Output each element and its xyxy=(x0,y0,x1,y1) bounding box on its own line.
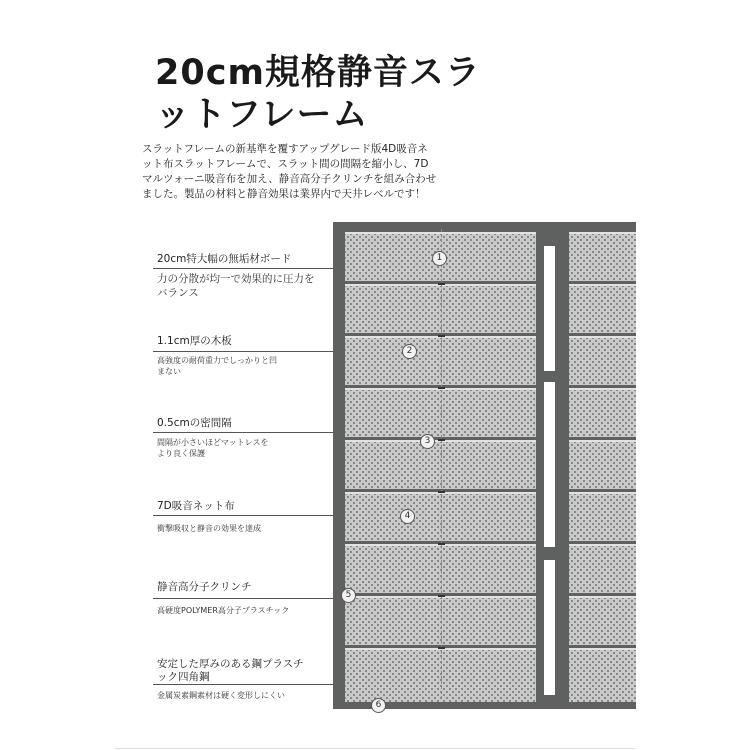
title-line-1: 20cm規格静音スラ xyxy=(155,53,481,93)
intro-line: ット布スラットフレームで、スラット間の間隔を縮小し、7D xyxy=(142,158,429,170)
callout-number-4: 4 xyxy=(400,509,415,524)
frame-gap xyxy=(544,382,555,547)
intro-line: ました。製品の材料と静音効果は業界内で天井レベルです！ xyxy=(142,188,426,200)
feature-5-title: 静音高分子クリンチ xyxy=(157,581,252,593)
feature-3-desc xyxy=(157,437,268,459)
feature-2-title: 1.1cm厚の木板 xyxy=(157,335,232,347)
page-title xyxy=(155,52,481,136)
dimension-tick xyxy=(438,387,445,389)
dimension-tick xyxy=(438,595,445,597)
callout-number-6: 6 xyxy=(371,698,386,713)
feature-2-desc xyxy=(157,355,277,377)
callout-number-5: 5 xyxy=(341,588,356,603)
feature-1-desc xyxy=(157,272,315,300)
feature-3-desc-line-2: より良く保護 xyxy=(157,449,205,458)
divider xyxy=(115,748,635,749)
feature-6-title xyxy=(157,658,303,684)
title-line-2: ットフレーム xyxy=(155,95,369,135)
slat xyxy=(569,440,636,489)
slat xyxy=(569,336,636,385)
feature-6-desc: 金属炭素鋼素材は硬く変形しにくい xyxy=(157,691,285,700)
feature-6-title-line-1: 安定した厚みのある鋼プラスチ xyxy=(157,658,304,670)
dimension-tick xyxy=(438,335,445,337)
dimension-tick xyxy=(438,439,445,441)
slat-frame-illustration xyxy=(333,222,636,709)
intro-line: マルツォーニ吸音布を加え、静音高分子クリンチを組み合わせ xyxy=(142,173,437,185)
dimension-tick xyxy=(438,647,445,649)
feature-5-desc: 高硬度POLYMER高分子プラスチック xyxy=(157,606,290,615)
slat xyxy=(569,648,636,702)
feature-2-desc-line-2: まない xyxy=(157,367,181,376)
feature-1-title: 20cm特大幅の無垢材ボード xyxy=(157,253,292,265)
feature-4-desc: 衝撃吸収と静音の効果を達成 xyxy=(157,524,261,533)
feature-1-desc-line-1: 力の分散が均一で効果的に圧力を xyxy=(157,273,315,285)
slat xyxy=(569,492,636,541)
feature-3-desc-line-1: 間隔が小さいほどマットレスを xyxy=(157,438,269,447)
leader-line-5 xyxy=(153,598,348,599)
callout-number-3: 3 xyxy=(420,434,435,449)
intro-line: スラットフレームの新基準を覆すアップグレード版4D吸音ネ xyxy=(142,143,428,155)
intro-paragraph xyxy=(142,142,472,202)
feature-1-desc-line-2: バランス xyxy=(157,287,199,299)
slat xyxy=(569,544,636,593)
dimension-tick xyxy=(438,283,445,285)
slat xyxy=(569,232,636,281)
frame-gap xyxy=(544,560,555,695)
frame-gap xyxy=(544,246,555,371)
dimension-line xyxy=(441,229,442,699)
dimension-tick xyxy=(438,543,445,545)
feature-3-title: 0.5cmの密間隔 xyxy=(157,417,232,429)
slat xyxy=(569,596,636,645)
dimension-tick xyxy=(438,491,445,493)
feature-6-title-line-2: ック四角鋼 xyxy=(157,671,210,683)
feature-2-desc-line-1: 高強度の耐荷重力でしっかりと凹 xyxy=(157,356,277,365)
callout-number-2: 2 xyxy=(402,344,417,359)
callout-number-1: 1 xyxy=(432,251,447,266)
slat xyxy=(569,284,636,333)
slat xyxy=(569,388,636,437)
slat-column-right xyxy=(569,232,636,702)
feature-4-title: 7D吸音ネット布 xyxy=(157,500,235,512)
